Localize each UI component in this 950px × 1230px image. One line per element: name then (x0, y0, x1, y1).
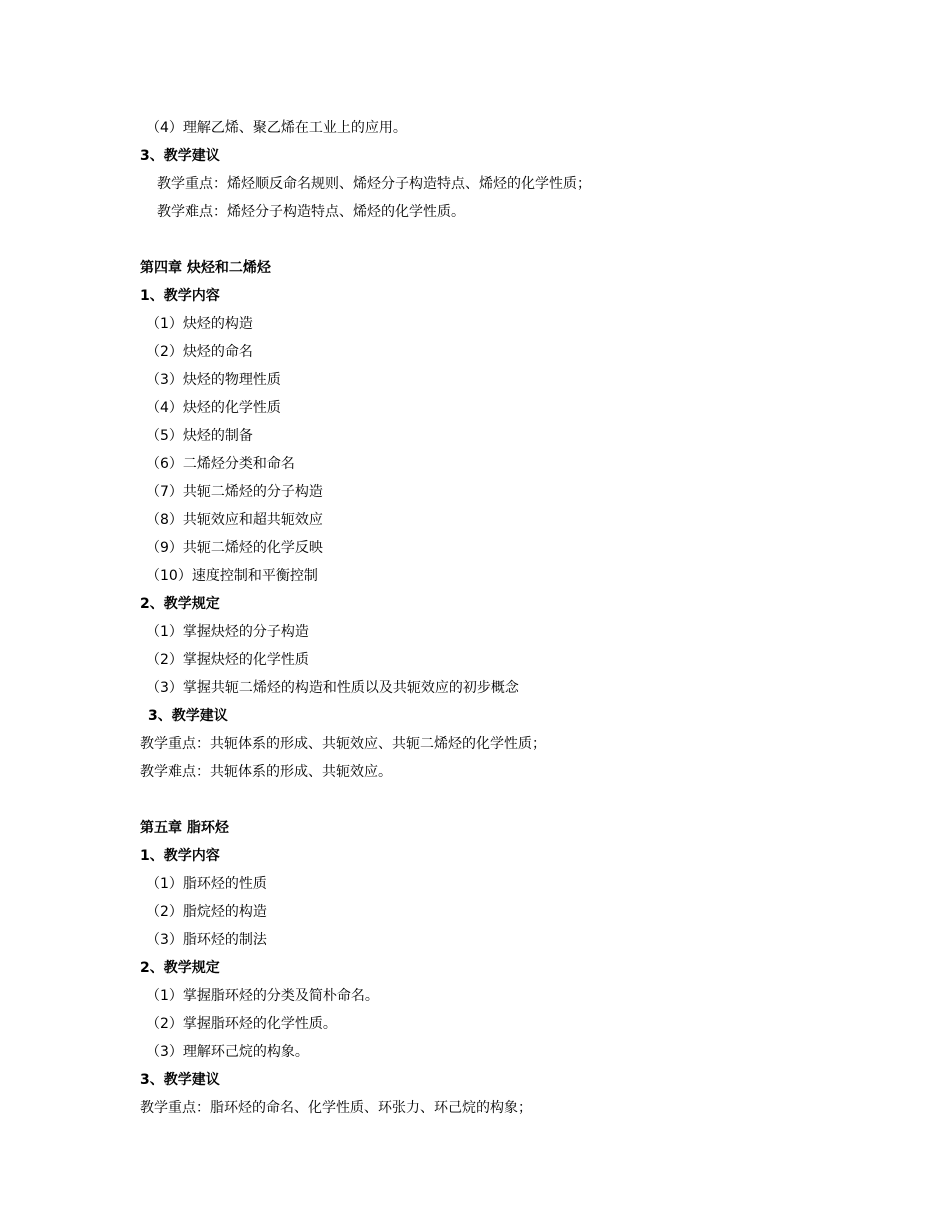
list-item: （3）炔烃的物理性质 (146, 372, 281, 388)
list-item: （2）炔烃的命名 (146, 344, 253, 360)
list-item: （3）脂环烃的制法 (146, 932, 267, 948)
list-item: （1）掌握炔烃的分子构造 (146, 624, 309, 640)
list-item: （9）共轭二烯烃的化学反映 (146, 540, 323, 556)
section-heading: 2、教学规定 (140, 960, 220, 976)
list-item: （10）速度控制和平衡控制 (146, 568, 318, 584)
difficult-points-text: 教学难点：烯烃分子构造特点、烯烃的化学性质。 (157, 204, 465, 220)
section-heading: 3、教学建议 (148, 708, 228, 724)
list-item: （2）脂烷烃的构造 (146, 904, 267, 920)
key-points-text: 教学重点：烯烃顺反命名规则、烯烃分子构造特点、烯烃的化学性质； (157, 176, 591, 192)
list-item: （3）理解环己烷的构象。 (146, 1044, 309, 1060)
chapter-title: 第四章 炔烃和二烯烃 (140, 260, 271, 276)
list-item: （4）理解乙烯、聚乙烯在工业上的应用。 (146, 120, 407, 136)
section-heading: 3、教学建议 (140, 148, 220, 164)
key-points-text: 教学重点：脂环烃的命名、化学性质、环张力、环己烷的构象； (140, 1100, 532, 1116)
list-item: （3）掌握共轭二烯烃的构造和性质以及共轭效应的初步概念 (146, 680, 519, 696)
list-item: （7）共轭二烯烃的分子构造 (146, 484, 323, 500)
list-item: （1）脂环烃的性质 (146, 876, 267, 892)
section-heading: 3、教学建议 (140, 1072, 220, 1088)
list-item: （1）炔烃的构造 (146, 316, 253, 332)
spacer (0, 786, 950, 814)
document-body (0, 114, 950, 1122)
list-item: （6）二烯烃分类和命名 (146, 456, 295, 472)
list-item: （1）掌握脂环烃的分类及简朴命名。 (146, 988, 379, 1004)
key-points-text: 教学重点：共轭体系的形成、共轭效应、共轭二烯烃的化学性质； (140, 736, 546, 752)
section-heading: 2、教学规定 (140, 596, 220, 612)
list-item: （8）共轭效应和超共轭效应 (146, 512, 323, 528)
list-item: （2）掌握炔烃的化学性质 (146, 652, 309, 668)
spacer (0, 226, 950, 254)
list-item: （4）炔烃的化学性质 (146, 400, 281, 416)
section-heading: 1、教学内容 (140, 288, 220, 304)
section-heading: 1、教学内容 (140, 848, 220, 864)
chapter-title: 第五章 脂环烃 (140, 820, 229, 836)
list-item: （2）掌握脂环烃的化学性质。 (146, 1016, 337, 1032)
difficult-points-text: 教学难点：共轭体系的形成、共轭效应。 (140, 764, 392, 780)
list-item: （5）炔烃的制备 (146, 428, 253, 444)
